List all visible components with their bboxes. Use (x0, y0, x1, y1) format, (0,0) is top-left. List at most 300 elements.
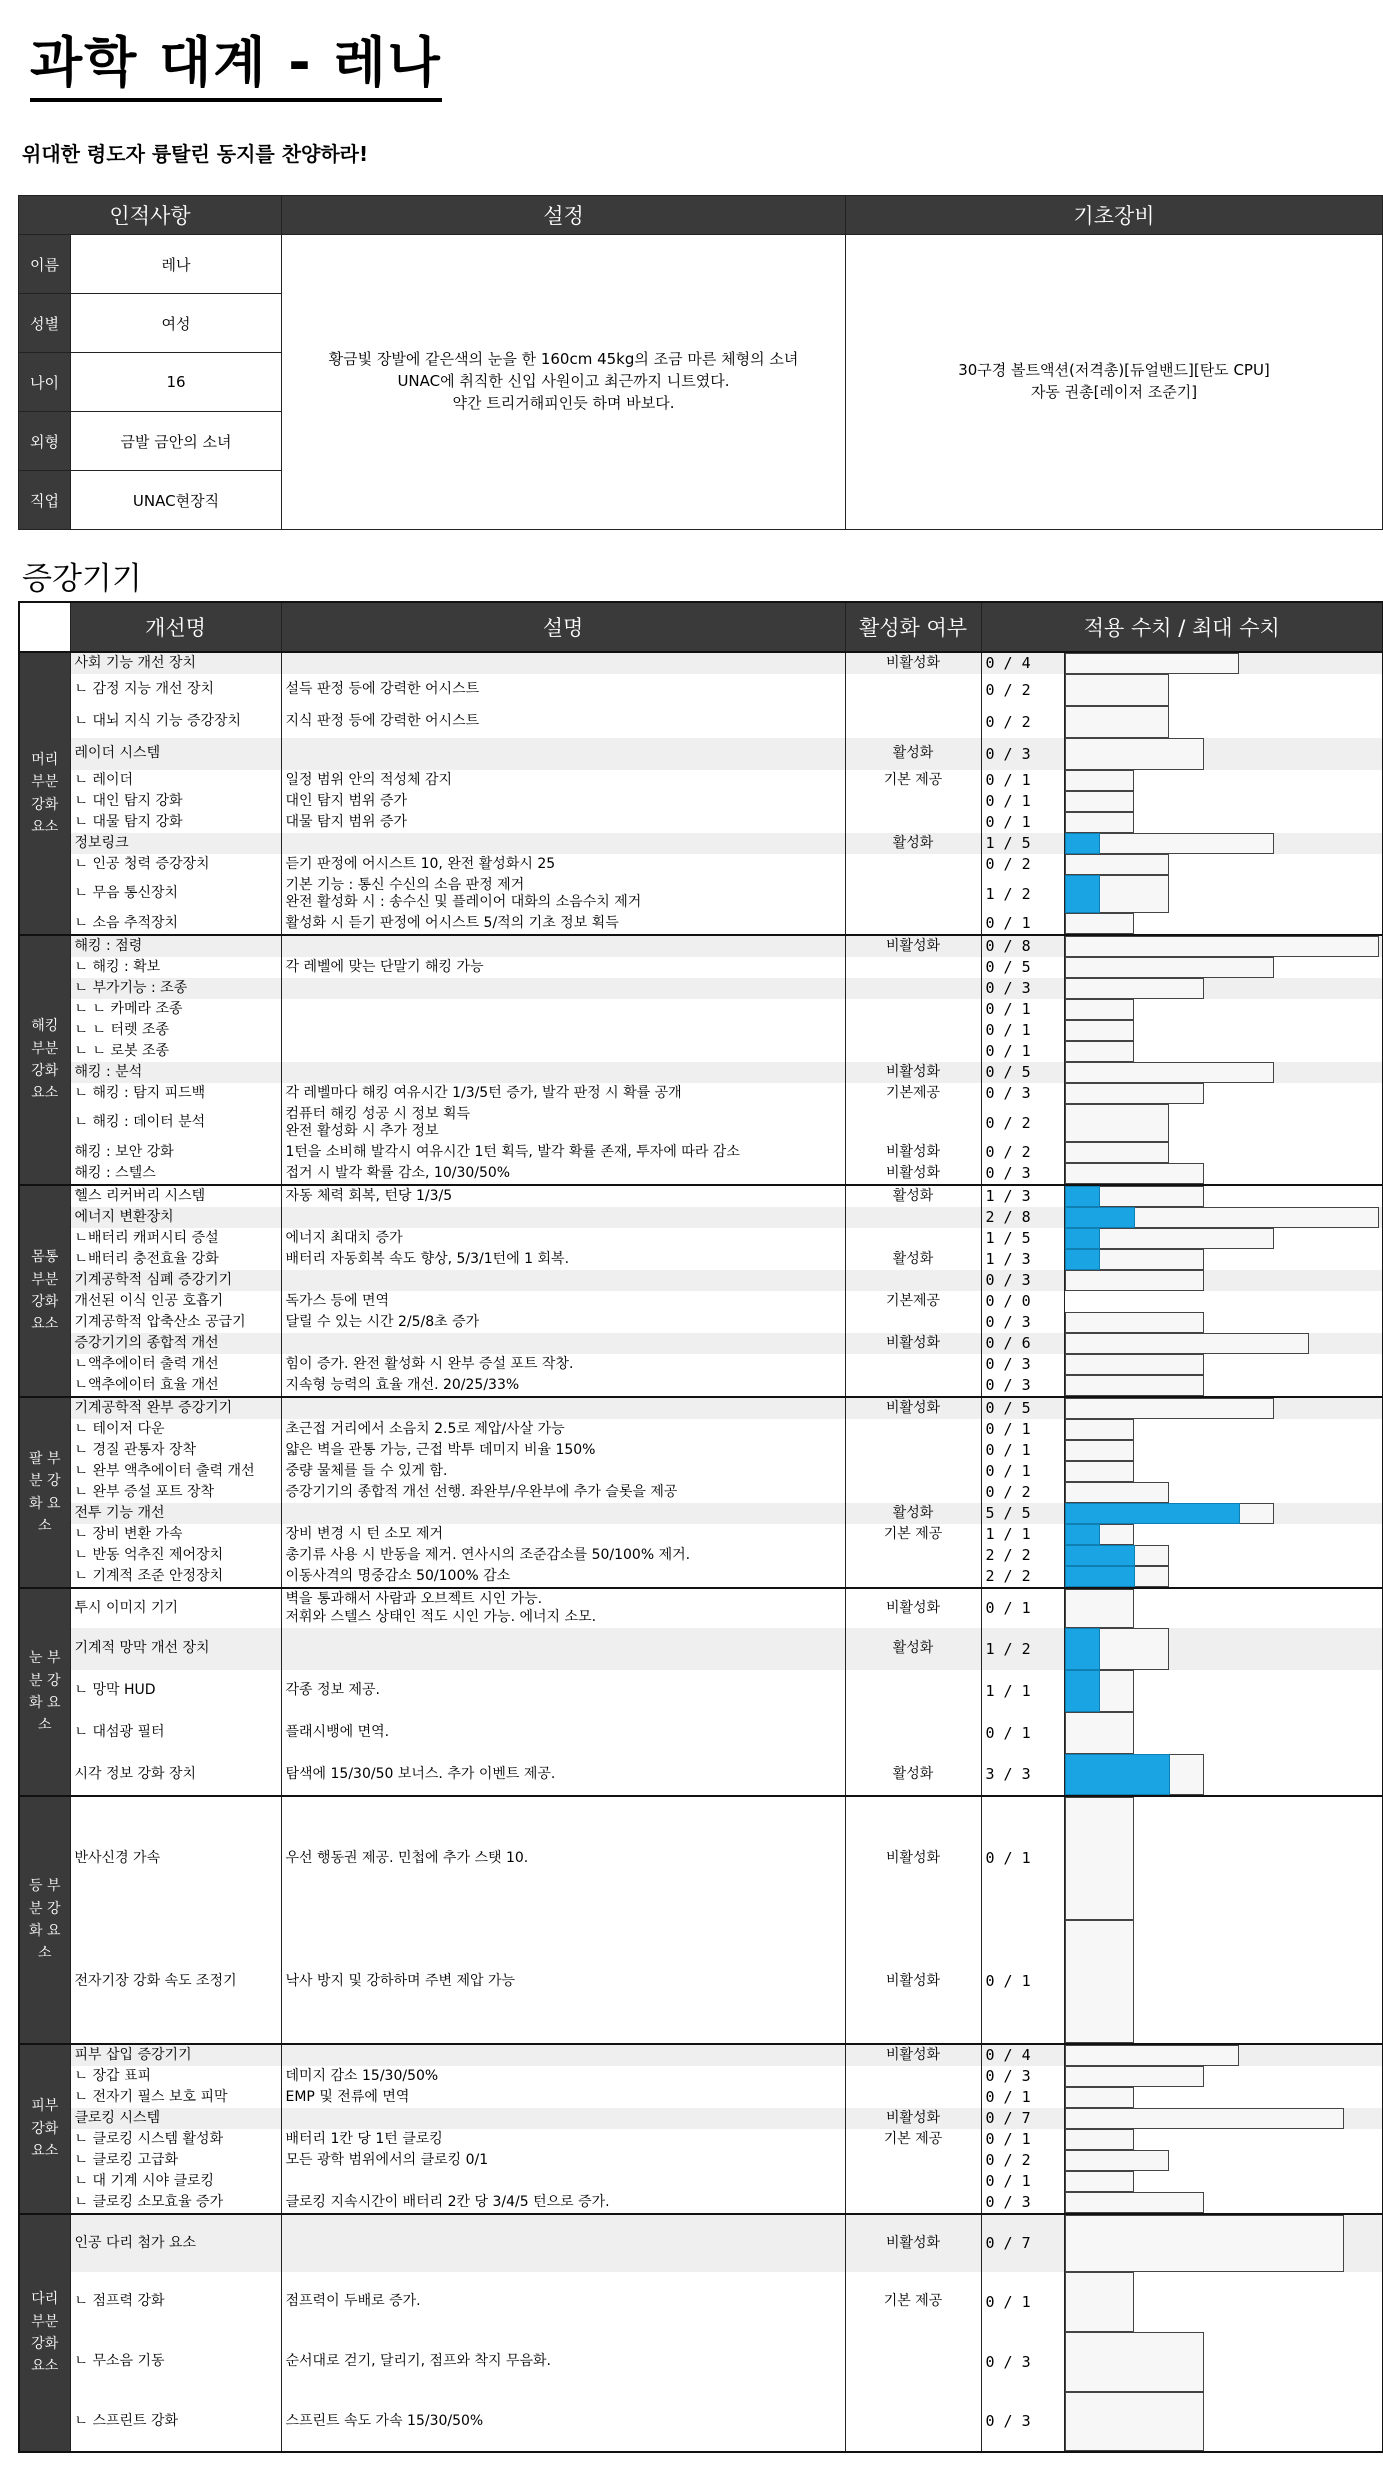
augment-row (19, 1482, 1383, 1503)
augment-desc (281, 1062, 845, 1083)
augment-progress-bar (1064, 1104, 1383, 1142)
augment-name: ㄴ 무음 통신장치 (70, 875, 281, 913)
augment-active-status: 기본제공 (845, 1083, 981, 1104)
augment-name: 전자기장 강화 속도 조정기 (70, 1920, 281, 2044)
augment-active-status: 비활성화 (845, 1920, 981, 2044)
value-appearance: 금발 금안의 소녀 (71, 412, 282, 471)
augment-active-status (845, 1228, 981, 1249)
augment-count: 0 / 2 (981, 854, 1064, 875)
max-value: 3 (1021, 1187, 1031, 1206)
augment-count: 0 / 2 (981, 1104, 1064, 1142)
profile-table (18, 195, 1383, 530)
augment-row (19, 1628, 1383, 1670)
augment-row (19, 2214, 1383, 2272)
augment-name: 투시 이미지 기기 (70, 1588, 281, 1628)
current-value: 1 (985, 1525, 995, 1544)
current-value: 0 (985, 2151, 995, 2170)
augment-progress-bar (1064, 738, 1383, 770)
augment-progress-bar (1064, 1796, 1383, 1920)
augment-desc: 기본 기능 : 통신 수신의 소음 판정 제거 완전 활성화 시 : 송수신 및 플레이어 대화의 소음수치 제거 (281, 875, 845, 913)
augment-desc (281, 1020, 845, 1041)
current-value: 0 (985, 1313, 995, 1332)
augment-row (19, 1104, 1383, 1142)
current-value: 0 (985, 1042, 995, 1061)
max-value: 2 (1021, 884, 1031, 903)
augment-progress-bar (1064, 2108, 1383, 2129)
augment-desc (281, 978, 845, 999)
augment-row (19, 1397, 1383, 1419)
current-value: 0 (985, 2046, 995, 2065)
augment-row (19, 1545, 1383, 1566)
augment-name: 사회 기능 개선 장치 (70, 652, 281, 674)
max-value: 3 (1021, 2412, 1031, 2431)
augment-name: ㄴ 소음 추적장치 (70, 913, 281, 935)
augment-name: ㄴ 레이더 (70, 770, 281, 791)
group-label: 해킹 부분 강화 요소 (19, 935, 70, 1185)
augment-desc: 낙사 방지 및 강하하며 주변 제압 가능 (281, 1920, 845, 2044)
current-value: 0 (985, 1292, 995, 1311)
max-value: 1 (1021, 1525, 1031, 1544)
max-value: 5 (1021, 1229, 1031, 1248)
augment-desc: 자동 체력 회복, 턴당 1/3/5 (281, 1185, 845, 1207)
max-value: 3 (1021, 979, 1031, 998)
current-value: 0 (985, 2109, 995, 2128)
augment-active-status (845, 1440, 981, 1461)
augment-row (19, 2066, 1383, 2087)
bar-max (1065, 957, 1274, 978)
augment-desc: 총기류 사용 시 반동을 제거. 연사시의 조준감소를 50/100% 제거. (281, 1545, 845, 1566)
col-desc-header: 설명 (281, 602, 845, 652)
augment-count: 0 / 1 (981, 1796, 1064, 1920)
max-value: 1 (1021, 1599, 1031, 1618)
augment-progress-bar (1064, 1249, 1383, 1270)
augment-name: 증강기기의 종합적 개선 (70, 1333, 281, 1354)
current-value: 3 (985, 1765, 995, 1784)
augment-count: 0 / 2 (981, 1482, 1064, 1503)
augment-active-status (845, 1041, 981, 1062)
augment-active-status: 비활성화 (845, 1796, 981, 1920)
augment-active-status (845, 1104, 981, 1142)
augment-count: 0 / 2 (981, 2150, 1064, 2171)
augment-active-status: 활성화 (845, 1249, 981, 1270)
augment-desc: 초근접 거리에서 소음치 2.5로 제압/사살 가능 (281, 1419, 845, 1440)
augment-count: 2 / 2 (981, 1566, 1064, 1588)
augment-count: 0 / 5 (981, 957, 1064, 978)
augment-desc (281, 2108, 845, 2129)
augment-progress-bar (1064, 1312, 1383, 1333)
augment-active-status (845, 1670, 981, 1712)
augment-row (19, 791, 1383, 812)
augment-name: ㄴ ㄴ 카메라 조종 (70, 999, 281, 1020)
augment-count: 0 / 5 (981, 1062, 1064, 1083)
bar-max (1065, 1354, 1204, 1375)
current-value: 0 (985, 654, 995, 673)
current-value: 0 (985, 1399, 995, 1418)
bar-max (1065, 2150, 1169, 2171)
max-value: 2 (1021, 2151, 1031, 2170)
augment-active-status: 비활성화 (845, 1333, 981, 1354)
current-value: 0 (985, 1462, 995, 1481)
augment-active-status: 활성화 (845, 1628, 981, 1670)
group-label: 몸통 부분 강화 요소 (19, 1185, 70, 1397)
bar-max (1065, 1461, 1134, 1482)
max-value: 1 (1021, 1420, 1031, 1439)
equipment-text: 30구경 볼트액션(저격총)[듀얼밴드][탄도 CPU] 자동 권총[레이저 조준기] (846, 235, 1383, 530)
augment-desc: 순서대로 걷기, 달리기, 점프와 착지 무음화. (281, 2332, 845, 2392)
augment-row (19, 2192, 1383, 2214)
augment-count: 0 / 8 (981, 935, 1064, 957)
augment-name: ㄴ 해킹 : 확보 (70, 957, 281, 978)
current-value: 1 (985, 1639, 995, 1658)
augment-active-status (845, 913, 981, 935)
current-value: 0 (985, 771, 995, 790)
current-value: 0 (985, 813, 995, 832)
bar-fill (1065, 1628, 1100, 1670)
augment-row (19, 833, 1383, 854)
bar-max (1065, 1375, 1204, 1396)
augment-progress-bar (1064, 1482, 1383, 1503)
augment-count: 0 / 3 (981, 1083, 1064, 1104)
max-value: 3 (1021, 1164, 1031, 1183)
current-value: 0 (985, 2412, 995, 2431)
bar-max (1065, 2215, 1344, 2272)
max-value: 4 (1021, 654, 1031, 673)
augment-desc: 독가스 등에 면역 (281, 1291, 845, 1312)
label-gender: 성별 (19, 294, 71, 353)
max-value: 7 (1021, 2109, 1031, 2128)
augment-active-status (845, 1020, 981, 1041)
augment-name: ㄴ 경질 관통자 장착 (70, 1440, 281, 1461)
augment-row (19, 1163, 1383, 1185)
max-value: 1 (1021, 2172, 1031, 2191)
augment-progress-bar (1064, 1712, 1383, 1754)
current-value: 0 (985, 1000, 995, 1019)
col-ratio-header: 적용 수치 / 최대 수치 (981, 602, 1383, 652)
augment-count: 2 / 2 (981, 1545, 1064, 1566)
bar-max (1065, 2045, 1239, 2066)
max-value: 1 (1021, 813, 1031, 832)
augment-desc: 얇은 벽을 관통 가능, 근접 박투 데미지 비율 150% (281, 1440, 845, 1461)
augment-active-status (845, 1482, 981, 1503)
max-value: 1 (1021, 2292, 1031, 2311)
augment-name: ㄴ 감정 지능 개선 장치 (70, 674, 281, 706)
augment-desc: 1턴을 소비해 발각시 여유시간 1턴 획득, 발각 확률 존재, 투자에 따라 감소 (281, 1142, 845, 1163)
max-value: 1 (1021, 771, 1031, 790)
augment-desc (281, 2214, 845, 2272)
augment-desc (281, 1270, 845, 1291)
augment-name: 해킹 : 분석 (70, 1062, 281, 1083)
max-value: 1 (1021, 2088, 1031, 2107)
augment-desc (281, 1207, 845, 1228)
augment-name: ㄴ 완부 증설 포트 장착 (70, 1482, 281, 1503)
bar-max (1065, 854, 1169, 875)
augment-progress-bar (1064, 1503, 1383, 1524)
current-value: 2 (985, 1546, 995, 1565)
augment-desc (281, 2171, 845, 2192)
augment-active-status: 활성화 (845, 1754, 981, 1796)
augment-row (19, 1291, 1383, 1312)
current-value: 0 (985, 744, 995, 763)
augment-desc: 점프력이 두배로 증가. (281, 2272, 845, 2332)
group-label: 다리 부분 강화 요소 (19, 2214, 70, 2452)
setting-text: 황금빛 장발에 같은색의 눈을 한 160cm 45kg의 조금 마른 체형의 소녀 UNAC에 취직한 신입 사원이고 최근까지 니트였다. 약간 트리거해피인듯 하며 바보다. (282, 235, 846, 530)
corner-cell (19, 602, 70, 652)
augment-count: 1 / 3 (981, 1185, 1064, 1207)
augment-desc: 이동사격의 명중감소 50/100% 감소 (281, 1566, 845, 1588)
augment-desc (281, 1333, 845, 1354)
current-value: 0 (985, 1084, 995, 1103)
augment-progress-bar (1064, 2272, 1383, 2332)
augment-desc: 대물 탐지 범위 증가 (281, 812, 845, 833)
augment-section-title: 증강기기 (22, 561, 142, 597)
augment-name: ㄴ 전자기 필스 보호 피막 (70, 2087, 281, 2108)
augment-name: ㄴ 망막 HUD (70, 1670, 281, 1712)
current-value: 1 (985, 1681, 995, 1700)
augment-name: ㄴ 클로킹 시스템 활성화 (70, 2129, 281, 2150)
augment-count: 0 / 2 (981, 706, 1064, 738)
augment-count: 0 / 1 (981, 1041, 1064, 1062)
group-label: 팔 부분 강화 요소 (19, 1397, 70, 1588)
augment-row (19, 1228, 1383, 1249)
augment-desc (281, 1628, 845, 1670)
bar-max (1065, 2171, 1134, 2192)
bar-max (1065, 1419, 1134, 1440)
augment-desc (281, 1397, 845, 1419)
augment-name: ㄴ 대 기계 시야 클로킹 (70, 2171, 281, 2192)
col-active-header: 활성화 여부 (845, 602, 981, 652)
value-job: UNAC현장직 (71, 471, 282, 530)
augment-active-status (845, 2192, 981, 2214)
augment-active-status (845, 999, 981, 1020)
augment-row (19, 1249, 1383, 1270)
augment-progress-bar (1064, 2332, 1383, 2392)
current-value: 0 (985, 1376, 995, 1395)
bar-max (1065, 812, 1134, 833)
bar-max (1065, 706, 1169, 738)
page-subtitle: 위대한 령도자 륭탈린 동지를 찬양하라! (22, 142, 369, 166)
max-value: 2 (1021, 712, 1031, 731)
max-value: 1 (1021, 2130, 1031, 2149)
augment-desc: 달릴 수 있는 시간 2/5/8초 증가 (281, 1312, 845, 1333)
current-value: 2 (985, 1567, 995, 1586)
augment-name: ㄴ 대인 탐지 강화 (70, 791, 281, 812)
col-name-header: 개선명 (70, 602, 281, 652)
augment-desc: 탐색에 15/30/50 보너스. 추가 이벤트 제공. (281, 1754, 845, 1796)
max-value: 3 (1021, 1376, 1031, 1395)
augment-active-status (845, 1566, 981, 1588)
augment-name: ㄴ 해킹 : 탐지 피드백 (70, 1083, 281, 1104)
current-value: 0 (985, 2130, 995, 2149)
augment-active-status (845, 1312, 981, 1333)
page-title: 과학 대계 - 레나 (30, 30, 442, 102)
augment-progress-bar (1064, 1020, 1383, 1041)
bar-max (1065, 1312, 1204, 1333)
augment-progress-bar (1064, 706, 1383, 738)
augment-name: ㄴ 대섬광 필터 (70, 1712, 281, 1754)
augment-progress-bar (1064, 1333, 1383, 1354)
augment-count: 0 / 2 (981, 1142, 1064, 1163)
bar-max (1065, 1398, 1274, 1419)
augment-count: 0 / 3 (981, 2332, 1064, 2392)
augment-progress-bar (1064, 1545, 1383, 1566)
augment-active-status: 활성화 (845, 833, 981, 854)
max-value: 7 (1021, 2234, 1031, 2253)
augment-count: 0 / 1 (981, 1020, 1064, 1041)
label-age: 나이 (19, 353, 71, 412)
current-value: 0 (985, 937, 995, 956)
augment-active-status: 기본 제공 (845, 770, 981, 791)
augment-progress-bar (1064, 2087, 1383, 2108)
augment-row (19, 1461, 1383, 1482)
augment-row (19, 1503, 1383, 1524)
group-label: 눈 부분 강화 요소 (19, 1588, 70, 1796)
augment-active-status (845, 2171, 981, 2192)
bar-fill (1065, 1503, 1240, 1524)
augment-name: ㄴ 장비 변환 가속 (70, 1524, 281, 1545)
augment-table (18, 601, 1383, 2453)
augment-name: ㄴ 클로킹 고급화 (70, 2150, 281, 2171)
augment-count: 0 / 4 (981, 652, 1064, 674)
augment-count: 0 / 3 (981, 978, 1064, 999)
augment-active-status (845, 2066, 981, 2087)
augment-count: 0 / 1 (981, 2087, 1064, 2108)
max-value: 2 (1021, 1567, 1031, 1586)
current-value: 1 (985, 1229, 995, 1248)
max-value: 1 (1021, 1723, 1031, 1742)
max-value: 2 (1021, 855, 1031, 874)
augment-row (19, 2087, 1383, 2108)
augment-desc: 스프린트 속도 가속 15/30/50% (281, 2392, 845, 2452)
augment-row (19, 738, 1383, 770)
augment-count: 1 / 5 (981, 833, 1064, 854)
augment-active-status: 기본제공 (845, 1291, 981, 1312)
group-label: 머리 부분 강화 요소 (19, 652, 70, 935)
current-value: 0 (985, 1334, 995, 1353)
augment-name: ㄴ 완부 액추에이터 출력 개선 (70, 1461, 281, 1482)
max-value: 3 (1021, 1765, 1031, 1784)
augment-progress-bar (1064, 999, 1383, 1020)
augment-row (19, 706, 1383, 738)
augment-desc (281, 935, 845, 957)
augment-progress-bar (1064, 1397, 1383, 1419)
augment-row (19, 1796, 1383, 1920)
augment-active-status: 활성화 (845, 1185, 981, 1207)
current-value: 0 (985, 1723, 995, 1742)
augment-progress-bar (1064, 2150, 1383, 2171)
max-value: 3 (1021, 1313, 1031, 1332)
bar-max (1065, 1104, 1169, 1142)
bar-max (1065, 770, 1134, 791)
augment-progress-bar (1064, 1185, 1383, 1207)
augment-progress-bar (1064, 1754, 1383, 1796)
augment-active-status (845, 812, 981, 833)
augment-desc: 중량 물체를 들 수 있게 함. (281, 1461, 845, 1482)
augment-row (19, 1440, 1383, 1461)
equipment-header: 기초장비 (846, 196, 1383, 235)
augment-name: 해킹 : 보안 강화 (70, 1142, 281, 1163)
augment-name: ㄴ배터리 캐퍼시티 증설 (70, 1228, 281, 1249)
bar-max (1065, 1333, 1309, 1354)
augment-desc: 클로킹 지속시간이 배터리 2칸 당 3/4/5 턴으로 증가. (281, 2192, 845, 2214)
bar-max (1065, 1041, 1134, 1062)
augment-row (19, 2044, 1383, 2066)
augment-active-status: 활성화 (845, 1503, 981, 1524)
current-value: 0 (985, 1021, 995, 1040)
bar-max (1065, 1482, 1169, 1503)
max-value: 1 (1021, 1021, 1031, 1040)
current-value: 0 (985, 1063, 995, 1082)
augment-name: 클로킹 시스템 (70, 2108, 281, 2129)
bar-fill (1065, 1524, 1100, 1545)
max-value: 1 (1021, 1042, 1031, 1061)
current-value: 0 (985, 2234, 995, 2253)
augment-name: ㄴ 해킹 : 데이터 분석 (70, 1104, 281, 1142)
max-value: 5 (1021, 958, 1031, 977)
max-value: 1 (1021, 1000, 1031, 1019)
augment-name: 전투 기능 개선 (70, 1503, 281, 1524)
augment-active-status: 비활성화 (845, 1588, 981, 1628)
bar-max (1065, 1163, 1204, 1184)
augment-active-status: 비활성화 (845, 2044, 981, 2066)
augment-progress-bar (1064, 2066, 1383, 2087)
augment-row (19, 854, 1383, 875)
bar-max (1065, 2192, 1204, 2213)
augment-count: 0 / 7 (981, 2108, 1064, 2129)
max-value: 8 (1021, 937, 1031, 956)
augment-count: 1 / 2 (981, 875, 1064, 913)
augment-active-status: 비활성화 (845, 1397, 981, 1419)
augment-row (19, 999, 1383, 1020)
augment-progress-bar (1064, 1270, 1383, 1291)
max-value: 3 (1021, 2193, 1031, 2212)
augment-desc (281, 738, 845, 770)
augment-row (19, 652, 1383, 674)
augment-active-status (845, 1270, 981, 1291)
augment-progress-bar (1064, 2192, 1383, 2214)
augment-row (19, 1419, 1383, 1440)
augment-count: 0 / 3 (981, 2066, 1064, 2087)
augment-row (19, 913, 1383, 935)
current-value: 0 (985, 958, 995, 977)
augment-name: 피부 삽입 증강기기 (70, 2044, 281, 2066)
augment-active-status (845, 2332, 981, 2392)
current-value: 1 (985, 1250, 995, 1269)
augment-count: 0 / 2 (981, 674, 1064, 706)
bar-fill (1065, 1545, 1135, 1566)
augment-name: 시각 정보 강화 장치 (70, 1754, 281, 1796)
bar-max (1065, 738, 1204, 770)
augment-count: 0 / 5 (981, 1397, 1064, 1419)
augment-progress-bar (1064, 812, 1383, 833)
augment-active-status (845, 854, 981, 875)
augment-count: 0 / 1 (981, 1419, 1064, 1440)
augment-active-status (845, 1712, 981, 1754)
augment-row (19, 875, 1383, 913)
augment-desc (281, 1503, 845, 1524)
augment-row (19, 1670, 1383, 1712)
augment-desc: 컴퓨터 해킹 성공 시 정보 획득 완전 활성화 시 추가 정보 (281, 1104, 845, 1142)
personal-header: 인적사항 (19, 196, 282, 235)
augment-desc: 듣기 판정에 어시스트 10, 완전 활성화시 25 (281, 854, 845, 875)
group-label: 등 부분 강화 요소 (19, 1796, 70, 2044)
augment-name: ㄴ 테이저 다운 (70, 1419, 281, 1440)
augment-count: 0 / 3 (981, 2392, 1064, 2452)
augment-desc: EMP 및 전류에 면역 (281, 2087, 845, 2108)
max-value: 5 (1021, 834, 1031, 853)
augment-count: 0 / 3 (981, 1375, 1064, 1397)
augment-active-status (845, 957, 981, 978)
max-value: 2 (1021, 1483, 1031, 1502)
